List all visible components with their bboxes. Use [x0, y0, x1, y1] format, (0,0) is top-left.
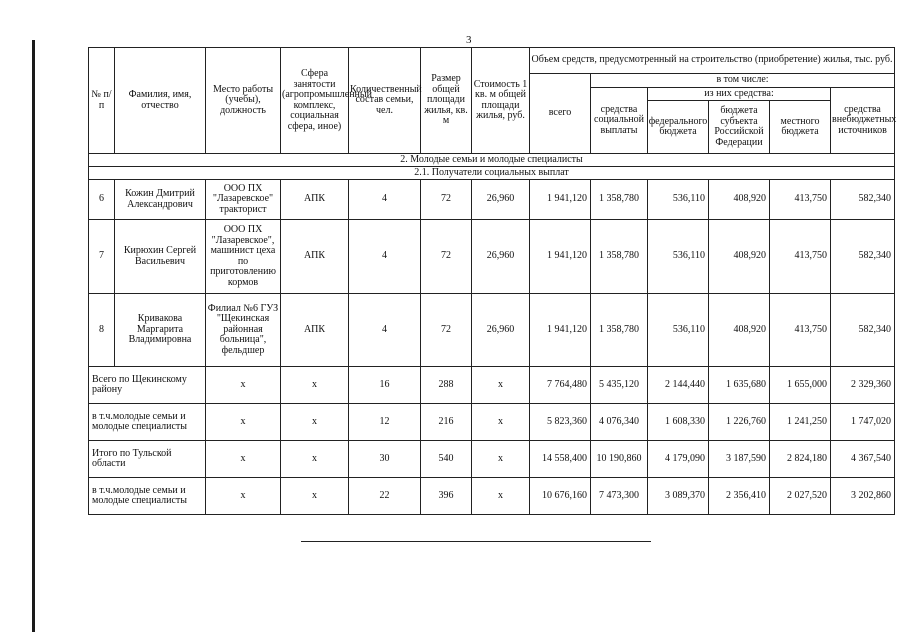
cost-per-sqm: 26,960 — [472, 294, 530, 367]
family-size: 16 — [349, 367, 421, 404]
regional-amount: 408,920 — [709, 294, 770, 367]
workplace: x — [206, 441, 281, 478]
federal-amount: 536,110 — [648, 180, 709, 220]
total-amount: 5 823,360 — [530, 404, 591, 441]
family-size: 30 — [349, 441, 421, 478]
totals-label: Итого по Тульской области — [89, 441, 206, 478]
header-family: Количественный состав семьи, чел. — [349, 48, 421, 154]
regional-amount: 1 226,760 — [709, 404, 770, 441]
local-amount: 413,750 — [770, 294, 831, 367]
local-amount: 1 241,250 — [770, 404, 831, 441]
housing-area: 72 — [421, 180, 472, 220]
housing-area: 216 — [421, 404, 472, 441]
social-amount: 1 358,780 — [591, 294, 648, 367]
header-regional: бюджета субъекта Российской Федерации — [709, 101, 770, 153]
social-amount: 1 358,780 — [591, 180, 648, 220]
subsection-title: 2.1. Получатели социальных выплат — [89, 167, 895, 180]
local-amount: 2 027,520 — [770, 478, 831, 515]
total-amount: 1 941,120 — [530, 180, 591, 220]
cost-per-sqm: x — [472, 367, 530, 404]
header-num: № п/п — [89, 48, 115, 154]
cost-per-sqm: 26,960 — [472, 220, 530, 294]
extra-amount: 1 747,020 — [831, 404, 895, 441]
total-amount: 10 676,160 — [530, 478, 591, 515]
local-amount: 1 655,000 — [770, 367, 831, 404]
employment-sphere: АПК — [281, 220, 349, 294]
table-row — [89, 180, 895, 220]
header-incl: в том числе: — [591, 74, 895, 88]
social-amount: 5 435,120 — [591, 367, 648, 404]
regional-amount: 2 356,410 — [709, 478, 770, 515]
extra-amount: 582,340 — [831, 220, 895, 294]
housing-area: 540 — [421, 441, 472, 478]
federal-amount: 536,110 — [648, 220, 709, 294]
employment-sphere: x — [281, 367, 349, 404]
housing-funds-table — [88, 47, 895, 515]
federal-amount: 2 144,440 — [648, 367, 709, 404]
footer-rule — [301, 541, 651, 542]
header-social: средства социальной выплаты — [591, 88, 648, 154]
family-size: 12 — [349, 404, 421, 441]
local-amount: 413,750 — [770, 180, 831, 220]
housing-area: 72 — [421, 294, 472, 367]
regional-amount: 408,920 — [709, 220, 770, 294]
totals-row — [89, 367, 895, 404]
person-name: Кирюхин Сергей Васильевич — [115, 220, 206, 294]
extra-amount: 3 202,860 — [831, 478, 895, 515]
social-amount: 4 076,340 — [591, 404, 648, 441]
header-area: Размер общей площади жилья, кв. м — [421, 48, 472, 154]
housing-area: 72 — [421, 220, 472, 294]
cost-per-sqm: 26,960 — [472, 180, 530, 220]
header-local: местного бюджета — [780, 115, 820, 137]
housing-area: 288 — [421, 367, 472, 404]
employment-sphere: x — [281, 478, 349, 515]
employment-sphere: АПК — [281, 294, 349, 367]
header-of-which: из них средства: — [648, 88, 830, 101]
person-name: Кожин Дмитрий Александрович — [115, 180, 206, 220]
regional-amount: 3 187,590 — [709, 441, 770, 478]
federal-amount: 3 089,370 — [648, 478, 709, 515]
totals-label: в т.ч.молодые семьи и молодые специалисты — [89, 404, 206, 441]
extra-amount: 4 367,540 — [831, 441, 895, 478]
person-name: Кривакова Маргарита Владимировна — [115, 294, 206, 367]
family-size: 4 — [349, 220, 421, 294]
row-number: 8 — [89, 294, 115, 367]
binding-edge — [32, 40, 35, 632]
cost-per-sqm: x — [472, 441, 530, 478]
workplace: x — [206, 478, 281, 515]
row-number: 6 — [89, 180, 115, 220]
header-volume: Объем средств, предусмотренный на строительство (приобретение) жилья, тыс. руб. — [530, 48, 895, 74]
totals-label: в т.ч.молодые семьи и молодые специалисты — [89, 478, 206, 515]
federal-amount: 536,110 — [648, 294, 709, 367]
local-amount: 2 824,180 — [770, 441, 831, 478]
workplace: ООО ПХ "Лазаревское" тракторист — [206, 180, 281, 220]
workplace: x — [206, 404, 281, 441]
regional-amount: 408,920 — [709, 180, 770, 220]
social-amount: 10 190,860 — [591, 441, 648, 478]
totals-row — [89, 404, 895, 441]
cost-per-sqm: x — [472, 478, 530, 515]
social-amount: 1 358,780 — [591, 220, 648, 294]
extra-amount: 582,340 — [831, 180, 895, 220]
workplace: Филиал №6 ГУЗ "Щекинская районная больница", фельдшер — [206, 294, 281, 367]
family-size: 22 — [349, 478, 421, 515]
employment-sphere: АПК — [281, 180, 349, 220]
header-total: всего — [530, 74, 591, 154]
header-cost: Стоимость 1 кв. м общей площади жилья, руб. — [472, 48, 530, 154]
header-work: Место работы (учебы), должность — [206, 48, 281, 154]
section-title: 2. Молодые семьи и молодые специалисты — [89, 154, 895, 167]
total-amount: 14 558,400 — [530, 441, 591, 478]
workplace: ООО ПХ "Лазаревское", машинист цеха по приготовлению кормов — [206, 220, 281, 294]
regional-amount: 1 635,680 — [709, 367, 770, 404]
extra-amount: 582,340 — [831, 294, 895, 367]
employment-sphere: x — [281, 441, 349, 478]
employment-sphere: x — [281, 404, 349, 441]
total-amount: 7 764,480 — [530, 367, 591, 404]
total-amount: 1 941,120 — [530, 294, 591, 367]
totals-row — [89, 441, 895, 478]
table-row — [89, 294, 895, 367]
housing-area: 396 — [421, 478, 472, 515]
local-amount: 413,750 — [770, 220, 831, 294]
workplace: x — [206, 367, 281, 404]
totals-label: Всего по Щекинскому району — [89, 367, 206, 404]
federal-amount: 4 179,090 — [648, 441, 709, 478]
family-size: 4 — [349, 180, 421, 220]
total-amount: 1 941,120 — [530, 220, 591, 294]
row-number: 7 — [89, 220, 115, 294]
page-number: 3 — [466, 34, 472, 46]
cost-per-sqm: x — [472, 404, 530, 441]
header-sphere: Сфера занятости (агропромышленный комплекс, социальная сфера, иное) — [281, 48, 349, 154]
social-amount: 7 473,300 — [591, 478, 648, 515]
extra-amount: 2 329,360 — [831, 367, 895, 404]
totals-row — [89, 478, 895, 515]
table-row — [89, 220, 895, 294]
header-name: Фамилия, имя, отчество — [115, 48, 206, 154]
header-federal: федерального бюджета — [648, 101, 709, 153]
federal-amount: 1 608,330 — [648, 404, 709, 441]
header-extra: средства внебюджетных источников — [831, 88, 895, 154]
family-size: 4 — [349, 294, 421, 367]
